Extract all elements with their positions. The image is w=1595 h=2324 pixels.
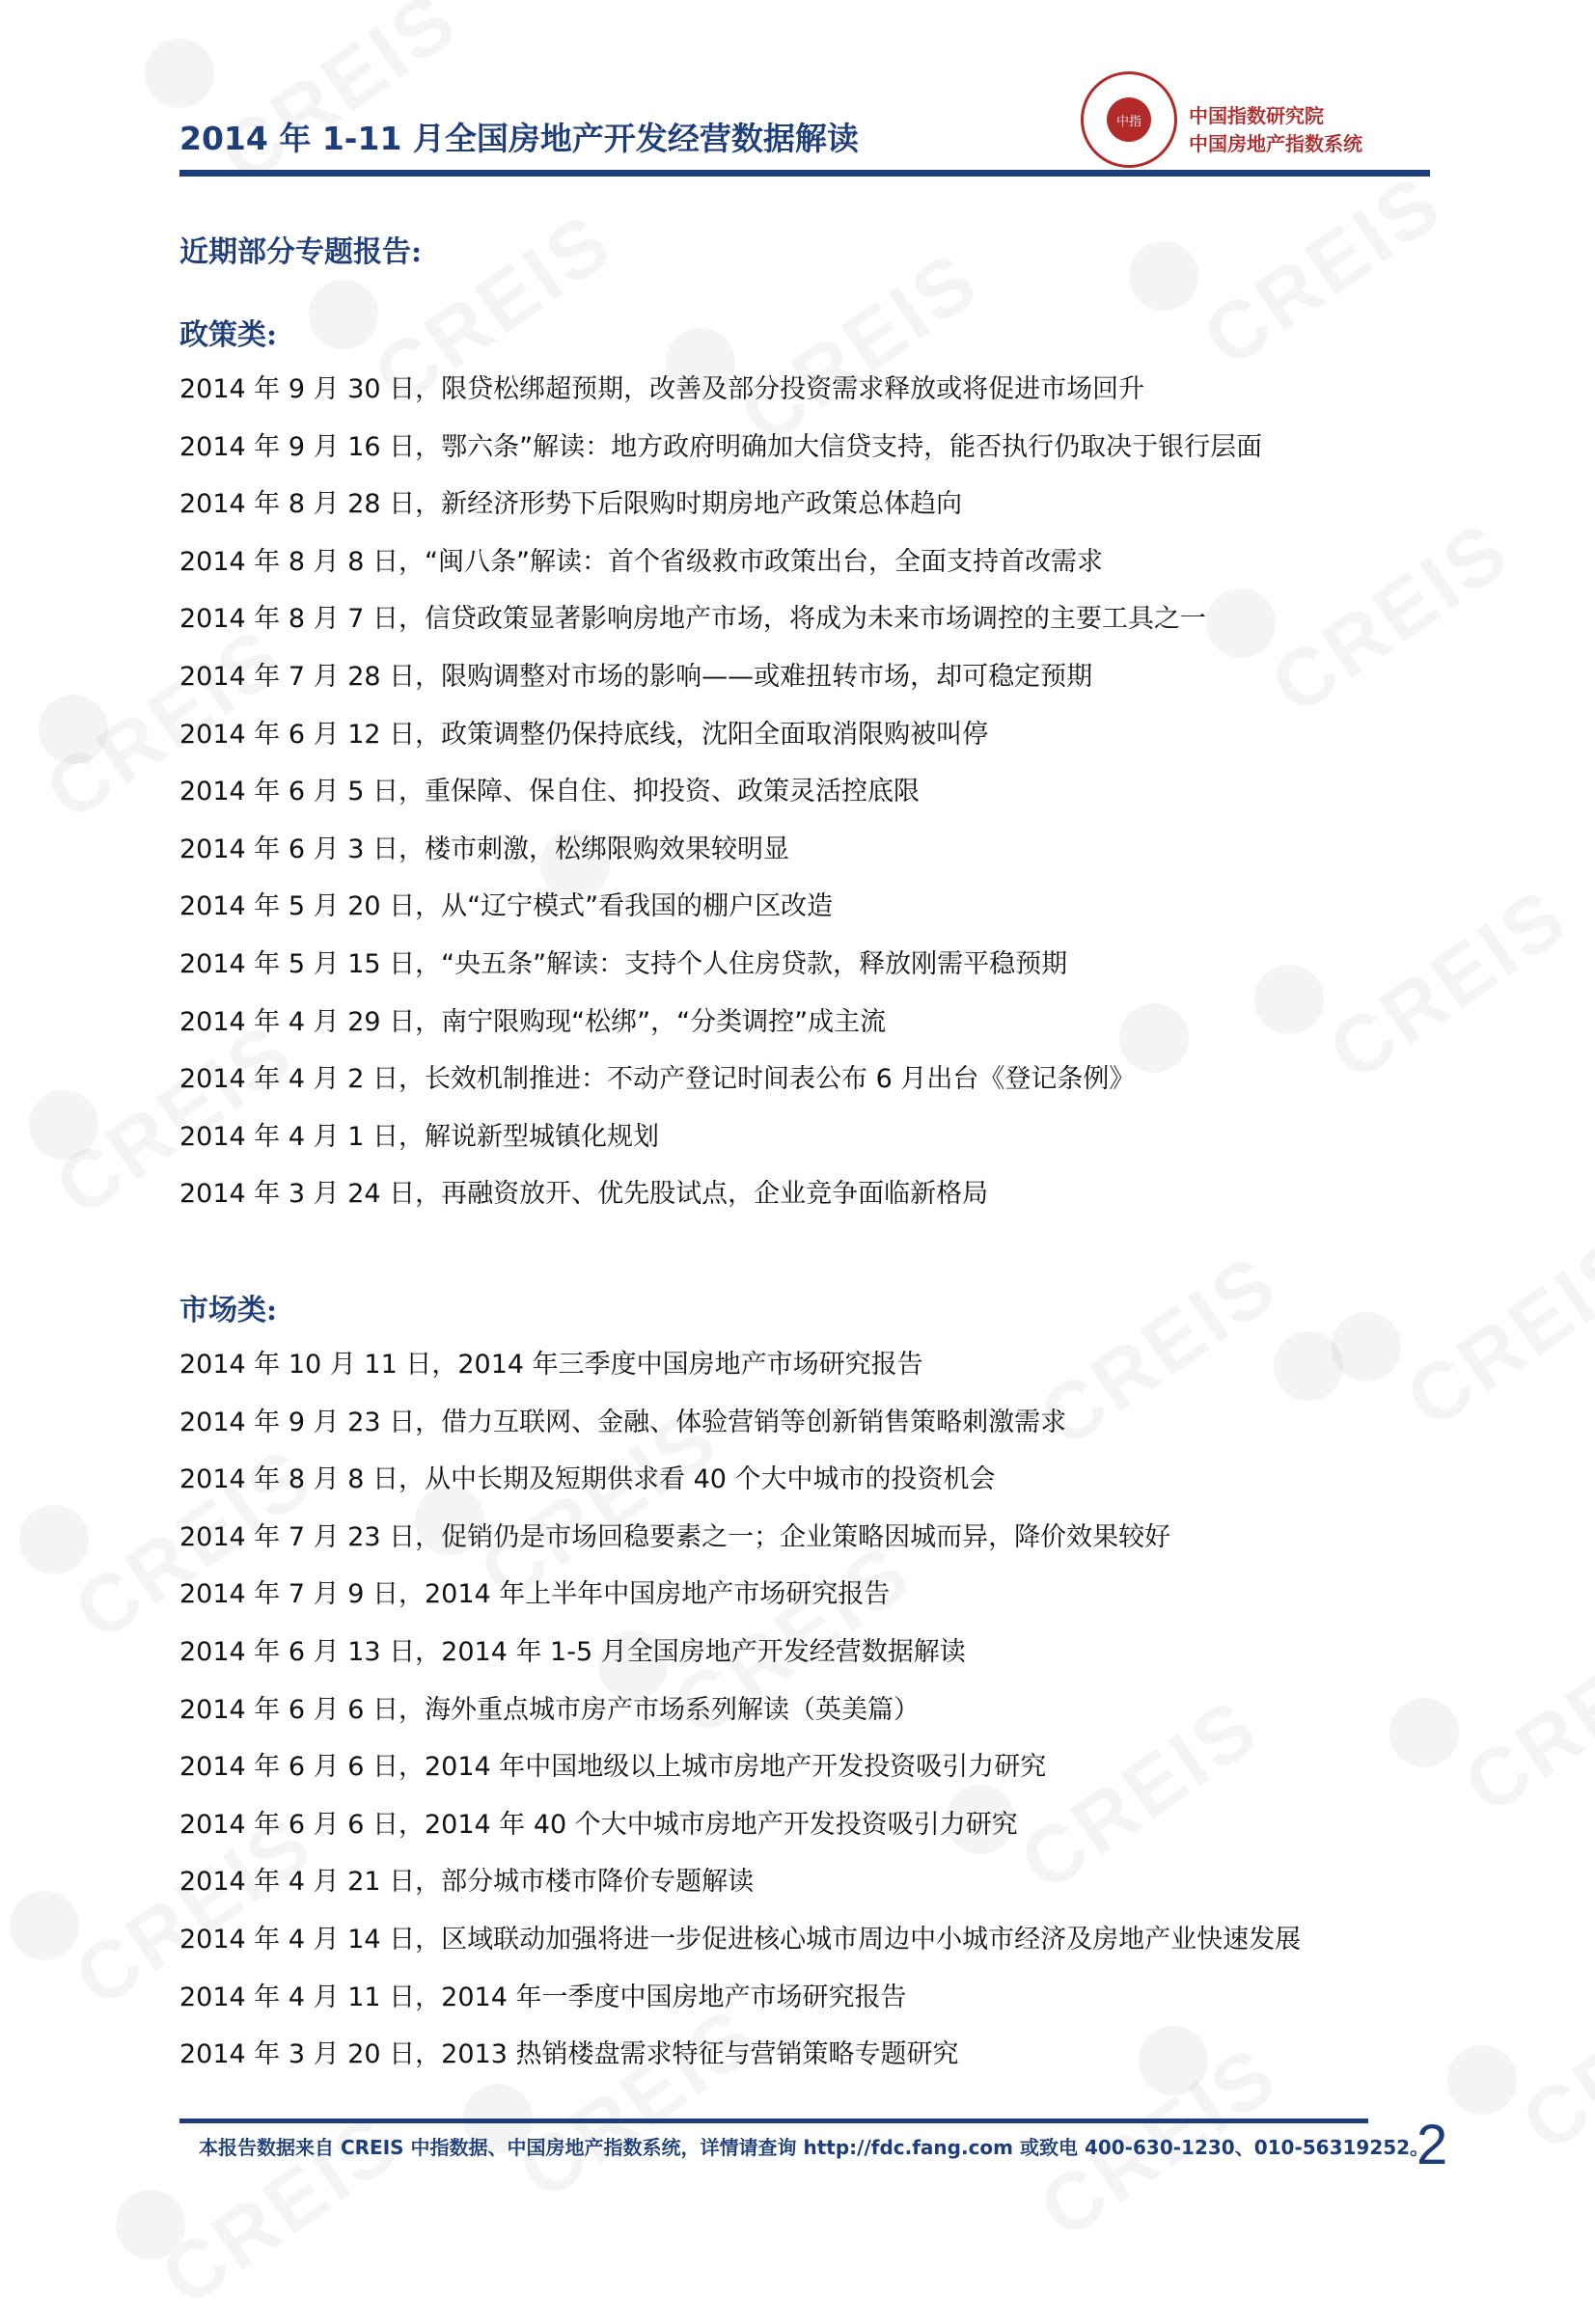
header-divider xyxy=(179,170,1430,177)
watermark-logo-dot xyxy=(10,1891,79,1960)
watermark-logo-dot xyxy=(1129,241,1198,311)
list-item: 2014 年 4 月 29 日，南宁限购现“松绑”，“分类调控”成主流 xyxy=(179,1006,887,1037)
list-item: 2014 年 6 月 12 日，政策调整仍保持底线，沈阳全面取消限购被叫停 xyxy=(179,719,989,750)
watermark xyxy=(1389,1217,1595,1446)
watermark-logo-dot xyxy=(29,1090,98,1160)
list-item: 2014 年 6 月 6 日，2014 年 40 个大中城市房地产开发投资吸引力研究 xyxy=(179,1809,1018,1840)
watermark xyxy=(145,2094,417,2324)
list-item: 2014 年 4 月 2 日，长效机制推进：不动产登记时间表公布 6 月出台《登记条例》 xyxy=(179,1064,1136,1095)
watermark-logo-dot xyxy=(1447,2045,1517,2115)
watermark xyxy=(1447,1602,1595,1832)
list-item: 2014 年 7 月 23 日，促销仍是市场回稳要素之一；企业策略因城而异，降价效果较好 xyxy=(179,1521,1171,1552)
watermark-logo-dot xyxy=(1389,1698,1459,1767)
list-item: 2014 年 8 月 7 日，信贷政策显著影响房地产市场，将成为未来市场调控的主要工具之一 xyxy=(179,604,1206,635)
list-item: 2014 年 6 月 5 日，重保障、保自住、抑投资、政策灵活控底限 xyxy=(179,777,920,807)
market-heading: 市场类: xyxy=(179,1294,278,1327)
data-source-note: 本报告数据来自 CREIS 中指数据、中国房地产指数系统，详情请查询 http://fdc.fang.com 或致电 400-630-1230、010-56319252。 xyxy=(199,2136,1430,2159)
list-item: 2014 年 8 月 8 日，“闽八条”解读：首个省级救市政策出台，全面支持首改需求 xyxy=(179,546,1103,577)
list-item: 2014 年 3 月 24 日，再融资放开、优先股试点，企业竞争面临新格局 xyxy=(179,1179,989,1210)
watermark-logo-dot xyxy=(145,39,214,108)
list-item: 2014 年 7 月 28 日，限购调整对市场的影响——或难扭转市场，却可稳定预期 xyxy=(179,661,1093,692)
watermark-logo-dot xyxy=(1254,965,1324,1034)
list-item: 2014 年 5 月 20 日，从“辽宁模式”看我国的棚户区改造 xyxy=(179,891,834,922)
watermark xyxy=(1187,155,1459,385)
section-title: 近期部分专题报告: xyxy=(179,235,423,269)
list-item: 2014 年 5 月 15 日，“央五条”解读：支持个人住房贷款，释放刚需平稳预期 xyxy=(179,948,1068,979)
page-number: 2 xyxy=(1416,2114,1448,2176)
report-title: 2014 年 1-11 月全国房地产开发经营数据解读 xyxy=(179,120,859,157)
list-item: 2014 年 4 月 21 日，部分城市楼市降价专题解读 xyxy=(179,1867,755,1898)
list-item: 2014 年 6 月 3 日，楼市刺激，松绑限购效果较明显 xyxy=(179,834,789,864)
list-item: 2014 年 9 月 16 日，鄂六条”解读：地方政府明确加大信贷支持，能否执行仍取决于银行层面 xyxy=(179,431,1263,462)
list-item: 2014 年 9 月 23 日，借力互联网、金融、体验营销等创新销售策略刺激需求 xyxy=(179,1407,1067,1437)
list-item: 2014 年 6 月 6 日，2014 年中国地级以上城市房地产开发投资吸引力研究 xyxy=(179,1752,1047,1783)
watermark-logo-dot xyxy=(19,1505,89,1574)
watermark-logo-dot xyxy=(1332,1312,1401,1381)
footer-divider xyxy=(179,2119,1368,2123)
list-item: 2014 年 4 月 11 日，2014 年一季度中国房地产市场研究报告 xyxy=(179,1982,907,2012)
org-name-line2: 中国房地产指数系统 xyxy=(1189,132,1362,155)
list-item: 2014 年 3 月 20 日，2013 热销楼盘需求特征与营销策略专题研究 xyxy=(179,2039,959,2070)
policy-report-list xyxy=(179,361,1262,1223)
watermark xyxy=(1505,1940,1595,2170)
list-item: 2014 年 7 月 9 日，2014 年上半年中国房地产市场研究报告 xyxy=(179,1579,891,1610)
watermark xyxy=(1254,503,1526,732)
policy-heading: 政策类: xyxy=(179,318,278,352)
list-item: 2014 年 6 月 6 日，海外重点城市房产市场系列解读（英美篇） xyxy=(179,1694,920,1725)
watermark-logo-dot xyxy=(309,280,378,349)
list-item: 2014 年 6 月 13 日，2014 年 1-5 月全国房地产开发经营数据解读 xyxy=(179,1636,966,1667)
market-report-list xyxy=(179,1336,1301,2084)
academy-seal-logo xyxy=(1081,71,1177,168)
list-item: 2014 年 8 月 8 日，从中长期及短期供求看 40 个大中城市的投资机会 xyxy=(179,1464,996,1495)
list-item: 2014 年 4 月 1 日，解说新型城镇化规划 xyxy=(179,1121,659,1152)
watermark xyxy=(1312,869,1584,1099)
list-item: 2014 年 4 月 14 日，区域联动加强将进一步促进核心城市周边中小城市经济及房地产业快速发展 xyxy=(179,1924,1302,1955)
list-item: 2014 年 8 月 28 日，新经济形势下后限购时期房地产政策总体趋向 xyxy=(179,489,963,520)
watermark-logo-dot xyxy=(116,2190,185,2259)
list-item: 2014 年 9 月 30 日，限贷松绑超预期，改善及部分投资需求释放或将促进市场回升 xyxy=(179,374,1145,404)
watermark-logo-dot xyxy=(39,695,108,764)
list-item: 2014 年 10 月 11 日，2014 年三季度中国房地产市场研究报告 xyxy=(179,1350,923,1380)
org-name-line1: 中国指数研究院 xyxy=(1189,104,1324,127)
seal-center: 中指 xyxy=(1107,97,1151,142)
